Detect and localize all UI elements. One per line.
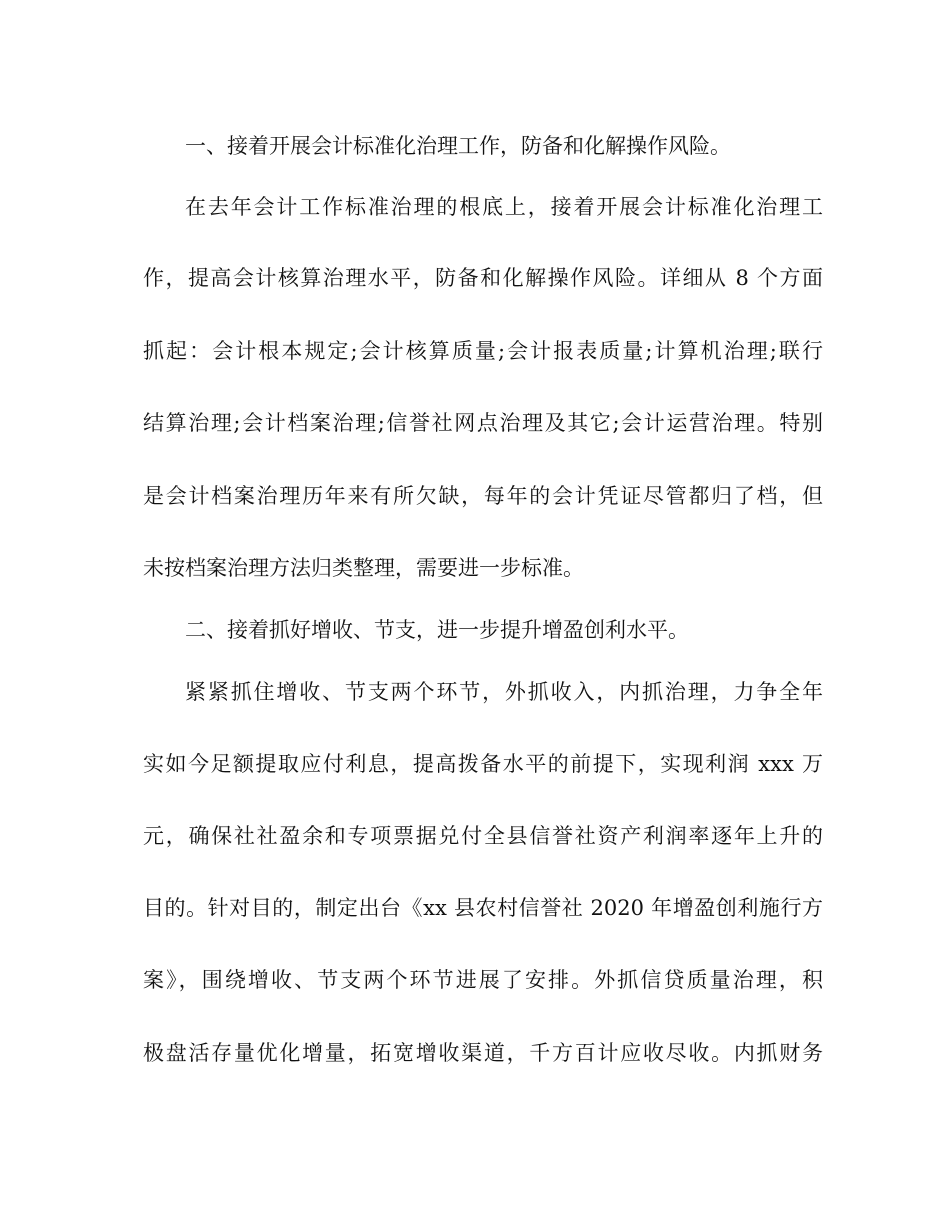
paragraph-line: 紧紧抓住增收、节支两个环节，外抓收入，内抓治理，力争全年	[185, 680, 823, 704]
paragraph-line: 抓起：会计根本规定;会计核算质量;会计报表质量;计算机治理;联行	[143, 339, 823, 363]
paragraph-line: 极盘活存量优化增量，拓宽增收渠道，千方百计应收尽收。内抓财务	[143, 1041, 823, 1065]
paragraph-line: 结算治理;会计档案治理;信誉社网点治理及其它;会计运营治理。特别	[143, 411, 823, 435]
paragraph-line: 未按档案治理方法归类整理，需要进一步标准。	[143, 556, 584, 580]
paragraph-line: 元，确保社社盈余和专项票据兑付全县信誉社资产利润率逐年上升的	[143, 824, 823, 848]
section-heading-1: 一、接着开展会计标准化治理工作，防备和化解操作风险。	[185, 134, 731, 158]
paragraph-line: 在去年会计工作标准治理的根底上，接着开展会计标准化治理工	[185, 195, 823, 219]
section-heading-2: 二、接着抓好增收、节支，进一步提升增盈创利水平。	[185, 618, 689, 642]
paragraph-line: 目的。针对目的，制定出台《xx 县农村信誉社 2020 年增盈创利施行方	[143, 896, 823, 920]
paragraph-line: 作，提高会计核算治理水平，防备和化解操作风险。详细从 8 个方面	[143, 266, 823, 290]
paragraph-line: 案》，围绕增收、节支两个环节进展了安排。外抓信贷质量治理，积	[143, 968, 823, 992]
paragraph-line: 实如今足额提取应付利息，提高拨备水平的前提下，实现利润 xxx 万	[143, 752, 823, 776]
paragraph-line: 是会计档案治理历年来有所欠缺，每年的会计凭证尽管都归了档，但	[143, 484, 823, 508]
